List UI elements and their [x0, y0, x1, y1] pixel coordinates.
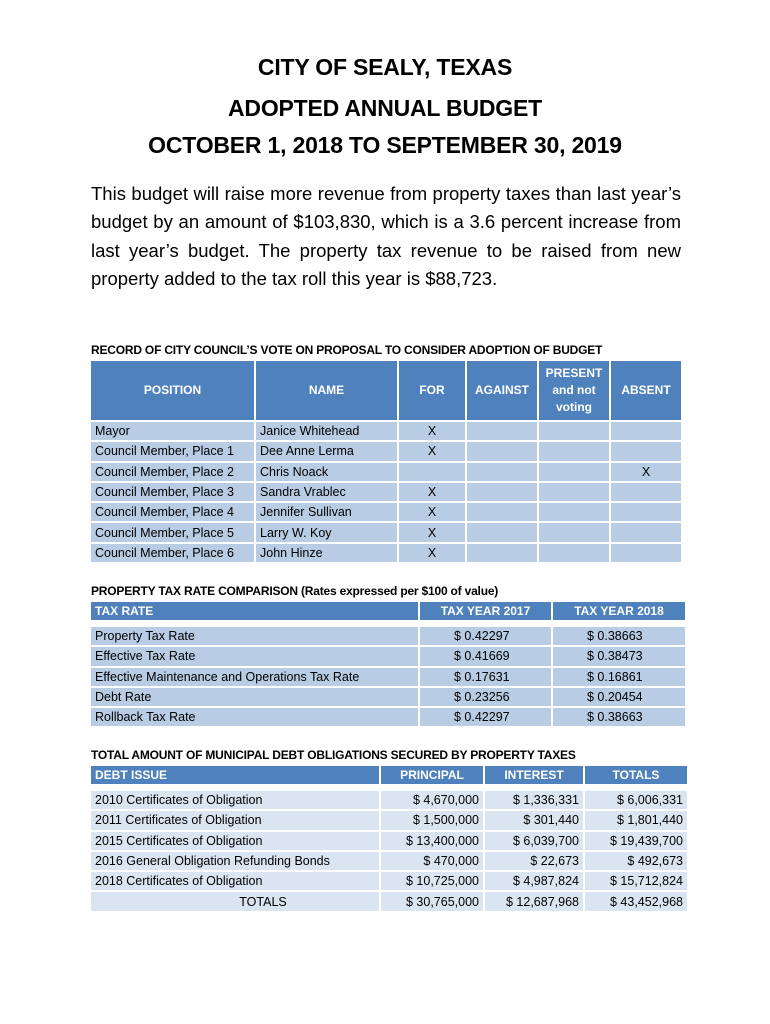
vote-header-position: POSITION [91, 361, 254, 420]
tax-header-row [91, 602, 685, 620]
intro-text-3: year is $88,723. [365, 268, 498, 290]
debt-principal: $ 470,000 [381, 852, 483, 870]
debt-totals-label: TOTALS [91, 892, 379, 910]
table-row [91, 442, 681, 460]
debt-section-title: TOTAL AMOUNT OF MUNICIPAL DEBT OBLIGATIONS SECURED BY PROPERTY TAXES [91, 748, 576, 762]
tax-2017-value: $ 0.17631 [420, 668, 551, 686]
vote-absent [611, 544, 681, 562]
vote-present [539, 483, 609, 501]
vote-absent [611, 422, 681, 440]
vote-name: Sandra Vrablec [256, 483, 397, 501]
intro-paragraph [91, 180, 681, 294]
vote-present [539, 544, 609, 562]
tax-2017-value: $ 0.41669 [420, 647, 551, 665]
debt-total: $ 1,801,440 [585, 811, 687, 829]
vote-for: X [399, 422, 465, 440]
vote-header-absent: ABSENT [611, 361, 681, 420]
vote-present [539, 442, 609, 460]
debt-principal: $ 1,500,000 [381, 811, 483, 829]
debt-header-row [91, 766, 687, 784]
document-title-budget: ADOPTED ANNUAL BUDGET [228, 95, 542, 121]
debt-interest: $ 1,336,331 [485, 791, 583, 809]
vote-name: Dee Anne Lerma [256, 442, 397, 460]
vote-present [539, 523, 609, 541]
vote-absent [611, 523, 681, 541]
debt-total: $ 492,673 [585, 852, 687, 870]
table-row [91, 463, 681, 481]
vote-for: X [399, 544, 465, 562]
table-row [91, 668, 685, 686]
debt-totals-row [91, 892, 687, 910]
tax-2018-value: $ 0.38473 [553, 647, 685, 665]
vote-header-present-line2: and not [552, 383, 596, 397]
debt-totals-total: $ 43,452,968 [585, 892, 687, 910]
table-row [91, 422, 681, 440]
vote-header-for: FOR [399, 361, 465, 420]
document-title-period: OCTOBER 1, 2018 TO SEPTEMBER 30, 2019 [148, 132, 622, 158]
table-row [91, 811, 687, 829]
council-vote-table [89, 359, 683, 564]
debt-header-principal: PRINCIPAL [381, 766, 483, 784]
debt-obligations-table [89, 764, 689, 913]
vote-section-title: RECORD OF CITY COUNCIL’S VOTE ON PROPOSAL TO CONSIDER ADOPTION OF BUDGET [91, 343, 603, 357]
tax-header-rate: TAX RATE [91, 602, 418, 620]
vote-against [467, 483, 537, 501]
vote-name: Jennifer Sullivan [256, 503, 397, 521]
debt-header-totals: TOTALS [585, 766, 687, 784]
vote-present [539, 463, 609, 481]
vote-for: X [399, 523, 465, 541]
vote-name: Janice Whitehead [256, 422, 397, 440]
debt-interest: $ 301,440 [485, 811, 583, 829]
vote-for [399, 463, 465, 481]
table-row [91, 872, 687, 890]
table-row [91, 791, 687, 809]
vote-for: X [399, 503, 465, 521]
vote-absent [611, 483, 681, 501]
tax-2018-value: $ 0.38663 [553, 708, 685, 726]
vote-header-against: AGAINST [467, 361, 537, 420]
vote-absent [611, 442, 681, 460]
table-row [91, 627, 685, 645]
table-row [91, 832, 687, 850]
debt-principal: $ 13,400,000 [381, 832, 483, 850]
vote-name: John Hinze [256, 544, 397, 562]
vote-for: X [399, 442, 465, 460]
table-row [91, 503, 681, 521]
vote-absent [611, 503, 681, 521]
document-title-city: CITY OF SEALY, TEXAS [257, 54, 513, 80]
debt-header-issue: DEBT ISSUE [91, 766, 379, 784]
vote-position: Mayor [91, 422, 254, 440]
debt-total: $ 15,712,824 [585, 872, 687, 890]
debt-totals-interest: $ 12,687,968 [485, 892, 583, 910]
debt-total: $ 19,439,700 [585, 832, 687, 850]
tax-2017-value: $ 0.23256 [420, 688, 551, 706]
vote-header-present-line3: voting [556, 400, 592, 414]
debt-interest: $ 6,039,700 [485, 832, 583, 850]
debt-principal: $ 4,670,000 [381, 791, 483, 809]
vote-header-row [91, 361, 681, 420]
vote-present [539, 422, 609, 440]
debt-header-interest: INTEREST [485, 766, 583, 784]
debt-totals-principal: $ 30,765,000 [381, 892, 483, 910]
vote-position: Council Member, Place 1 [91, 442, 254, 460]
vote-position: Council Member, Place 4 [91, 503, 254, 521]
debt-interest: $ 4,987,824 [485, 872, 583, 890]
vote-name: Chris Noack [256, 463, 397, 481]
table-row [91, 852, 687, 870]
tax-2018-value: $ 0.20454 [553, 688, 685, 706]
tax-header-2018: TAX YEAR 2018 [553, 602, 685, 620]
vote-against [467, 463, 537, 481]
debt-issue: 2018 Certificates of Obligation [91, 872, 379, 890]
vote-against [467, 442, 537, 460]
table-row [91, 483, 681, 501]
vote-header-present [539, 361, 609, 420]
debt-issue: 2016 General Obligation Refunding Bonds [91, 852, 379, 870]
vote-position: Council Member, Place 5 [91, 523, 254, 541]
debt-interest: $ 22,673 [485, 852, 583, 870]
vote-against [467, 422, 537, 440]
vote-present [539, 503, 609, 521]
vote-header-present-line1: PRESENT [545, 366, 603, 380]
tax-2018-value: $ 0.16861 [553, 668, 685, 686]
tax-2018-value: $ 0.38663 [553, 627, 685, 645]
tax-label: Rollback Tax Rate [91, 708, 418, 726]
table-row [91, 523, 681, 541]
vote-name: Larry W. Koy [256, 523, 397, 541]
tax-label: Effective Tax Rate [91, 647, 418, 665]
vote-position: Council Member, Place 3 [91, 483, 254, 501]
vote-against [467, 503, 537, 521]
vote-position: Council Member, Place 6 [91, 544, 254, 562]
tax-2017-value: $ 0.42297 [420, 627, 551, 645]
tax-label: Debt Rate [91, 688, 418, 706]
tax-header-2017: TAX YEAR 2017 [420, 602, 551, 620]
vote-against [467, 544, 537, 562]
tax-2017-value: $ 0.42297 [420, 708, 551, 726]
debt-total: $ 6,006,331 [585, 791, 687, 809]
vote-absent: X [611, 463, 681, 481]
vote-for: X [399, 483, 465, 501]
table-row [91, 647, 685, 665]
table-row [91, 544, 681, 562]
debt-issue: 2010 Certificates of Obligation [91, 791, 379, 809]
tax-section-title: PROPERTY TAX RATE COMPARISON (Rates expressed per $100 of value) [91, 584, 499, 598]
vote-position: Council Member, Place 2 [91, 463, 254, 481]
tax-label: Effective Maintenance and Operations Tax Rate [91, 668, 418, 686]
debt-issue: 2011 Certificates of Obligation [91, 811, 379, 829]
vote-against [467, 523, 537, 541]
vote-header-name: NAME [256, 361, 397, 420]
debt-principal: $ 10,725,000 [381, 872, 483, 890]
debt-issue: 2015 Certificates of Obligation [91, 832, 379, 850]
table-row [91, 708, 685, 726]
intro-text-2: revenue to be raised from new property added to the tax roll this [91, 239, 681, 290]
intro-text-1: This budget will raise more revenue from property taxes than last year’s budget by an amount of $103,830, which is a 3.6 percent increase from last year’s budget. The property tax [91, 183, 681, 261]
tax-label: Property Tax Rate [91, 627, 418, 645]
tax-rate-table [89, 600, 687, 728]
table-row [91, 688, 685, 706]
